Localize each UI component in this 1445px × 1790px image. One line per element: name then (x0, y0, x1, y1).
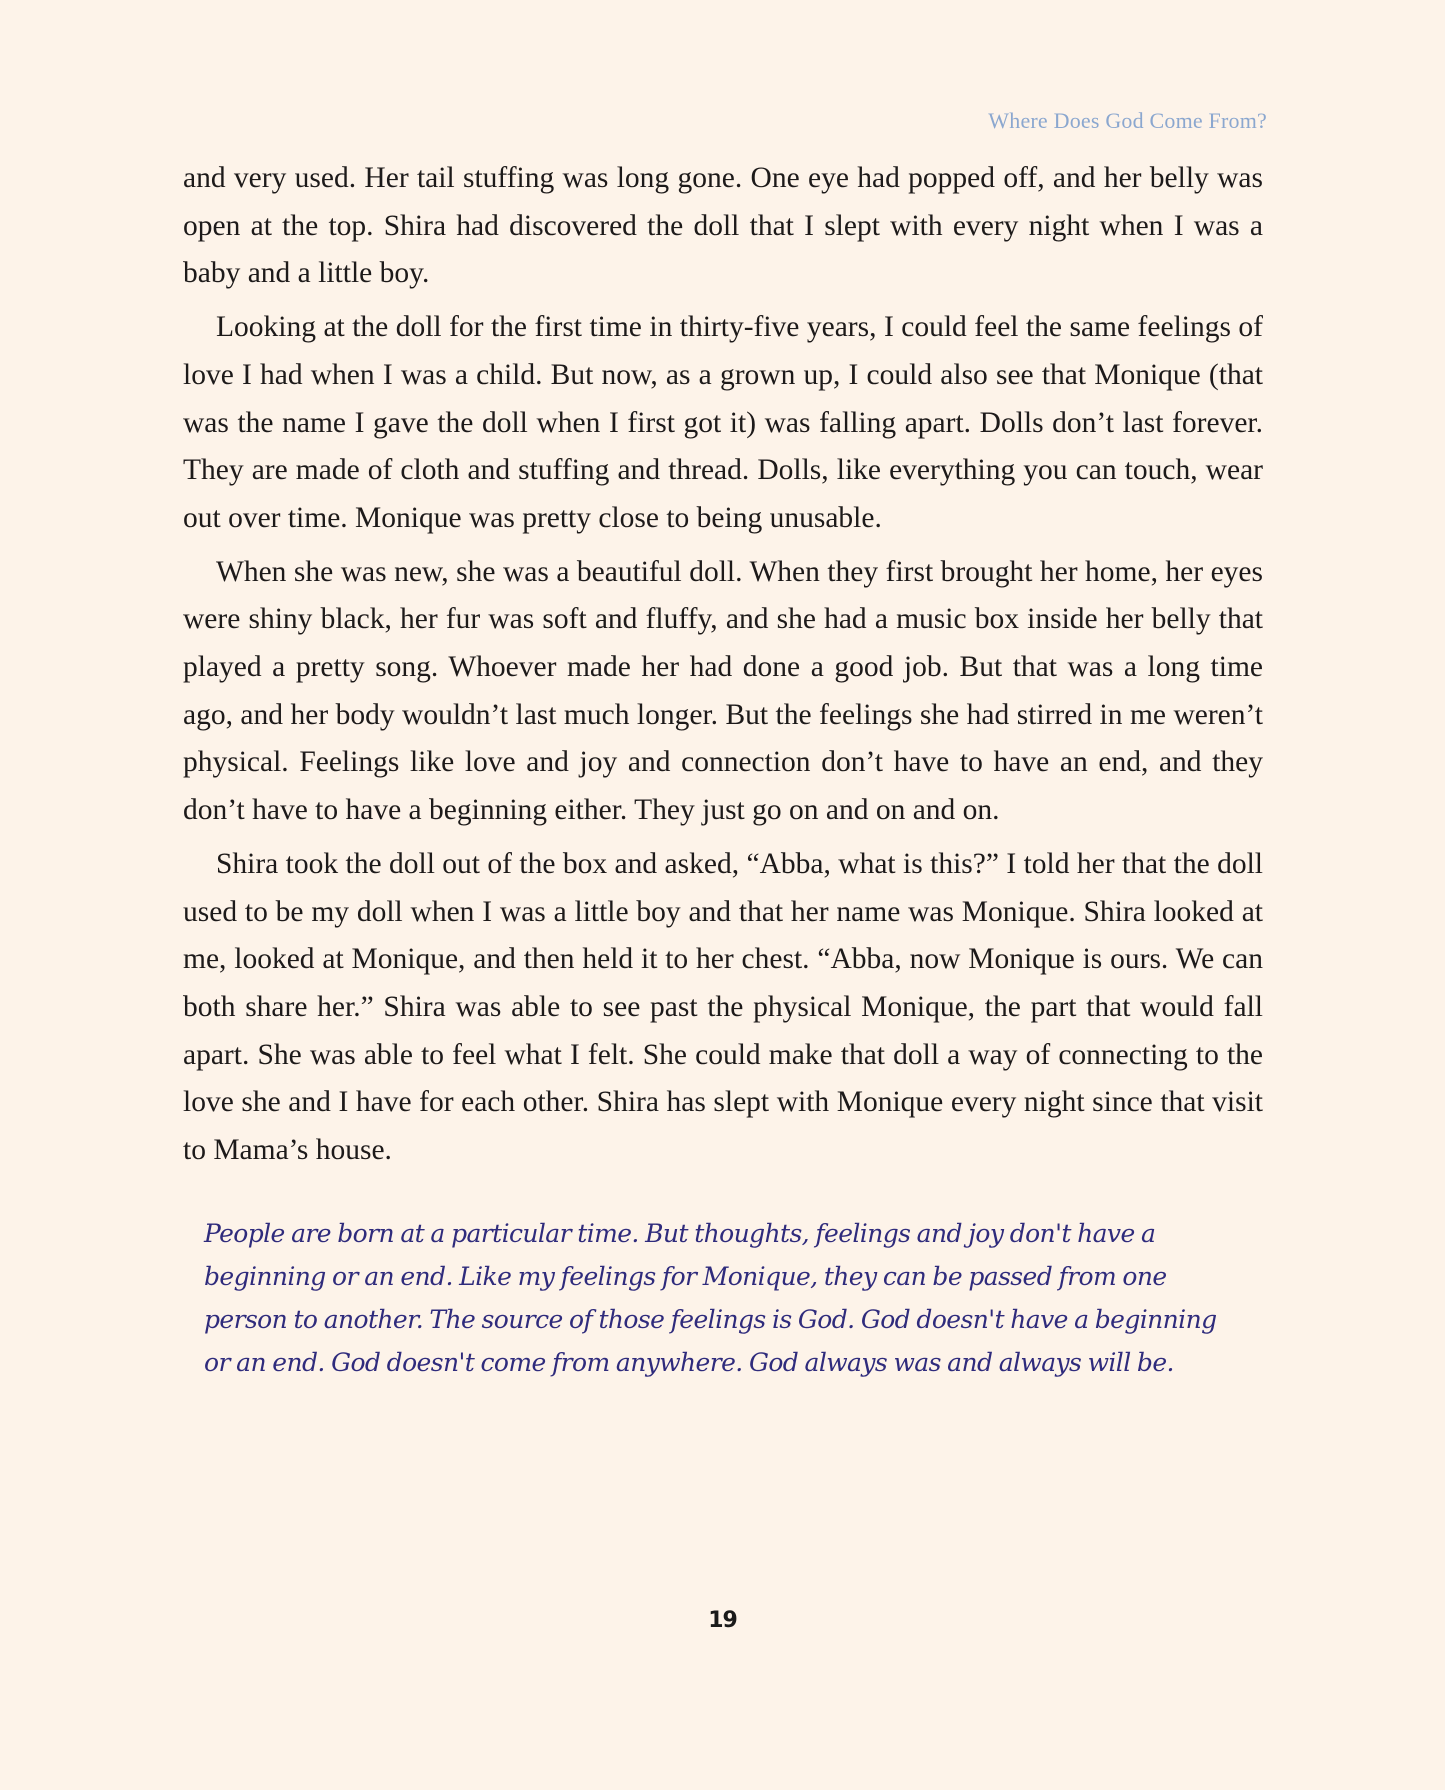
paragraph-when-she-was-new: When she was new, she was a beautiful doll. When they first brought her home, her eyes were shiny black, her fur was soft and fluffy, and she had a music box inside her belly that played a pretty song. Whoever made her had done a good job. But that was a long time ago, and her body wouldn’t last much longer. But the feelings she had stirred in me weren’t physical. Feelings like love and joy and connection don’t have to have an end, and they don’t have to have a beginning either. They just go on and on and on. (183, 555, 1263, 827)
running-header-title: Where Does God Come From? (988, 108, 1267, 133)
callout-box (204, 1212, 1244, 1384)
paragraph-continued: and very used. Her tail stuffing was long gone. One eye had popped off, and her belly was open at the top. Shira had discovered the doll that I slept with every night when I was a baby and a little boy. (183, 162, 1263, 290)
body-text (183, 155, 1263, 1181)
paragraph-looking-at-doll: Looking at the doll for the first time in thirty-five years, I could feel the same feelings of love I had when I was a child. But now, as a grown up, I could also see that Monique (that was the name I gave the doll when I first got it) was falling apart. Dolls don’t last forever. They are made of cloth and stuffing and thread. Dolls, like everything you can touch, wear out over time. Monique was pretty close to being unusable. (183, 311, 1263, 534)
callout-text: People are born at a particular time. But thoughts, feelings and joy don't have a beginning or an end. Like my feelings for Monique, they can be passed from one person to another. The source of those feelings is God. God doesn't have a beginning or an end. God doesn't come from anywhere. God always was and always will be. (204, 1219, 1217, 1377)
paragraph-shira-took-doll: Shira took the doll out of the box and asked, “Abba, what is this?” I told her that the doll used to be my doll when I was a little boy and that her name was Monique. Shira looked at me, looked at Monique, and then held it to her chest. “Abba, now Monique is ours. We can both share her.” Shira was able to see past the physical Monique, the part that would fall apart. She was able to feel what I felt. She could make that doll a way of connecting to the love she and I have for each other. Shira has slept with Monique every night since that visit to Mama’s house. (183, 847, 1263, 1167)
page-number: 19 (708, 1608, 737, 1633)
